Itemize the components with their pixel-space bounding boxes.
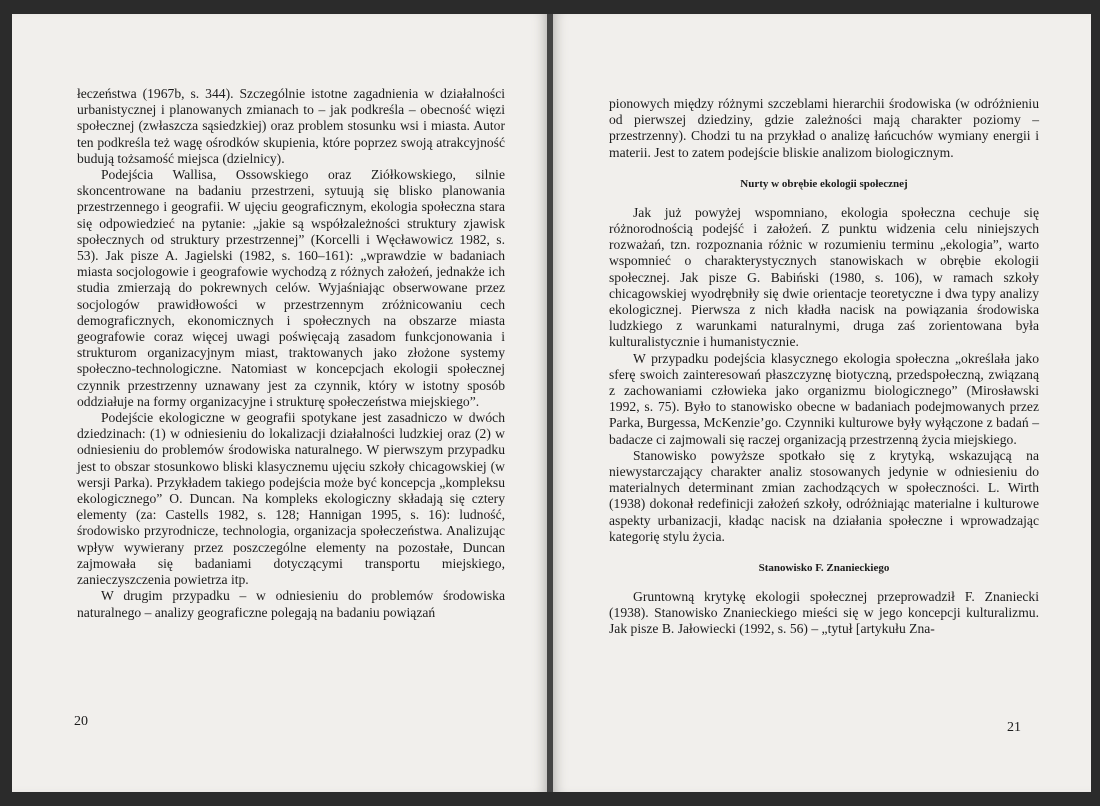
paragraph: pionowych między różnymi szczeblami hierarchii środowiska (w odróżnieniu od pierwszej dziedziny, gdzie zależności mają charakter poziomy – przestrzenny). Chodzi tu na przykład o analizę łańcuchów wymiany energii i materii. Jest to zatem podejście bliskie analizom biologicznym. — [609, 96, 1039, 160]
right-page — [553, 14, 1091, 792]
paragraph: Podejścia Wallisa, Ossowskiego oraz Ziółkowskiego, silnie skoncentrowane na badaniu przestrzeni, sytuują się blisko planowania przestrzennego i geografii. W ujęciu geograficznym, ekologia społeczna stara się odpowiedzieć na pytanie: „jakie są współzależności struktury zjawisk społecznych od struktury przestrzennej” (Korcelli i Węcławowicz 1982, s. 53). Jak pisze A. Jagielski (1982, s. 160–161): „wprawdzie w badaniach miasta socjologowie i geografowie wychodzą z różnych założeń, jednakże ich studia zmierzają do pokrewnych celów. Wyjaśniając obserwowane przez socjologów prawidłowości w przestrzennym zróżnicowaniu cech demograficznych, ekonomicznych i społecznych na obszarze miasta geografowie coraz więcej uwagi poświęcają zasadom funkcjonowania i strukturom organizacyjnym miast, traktowanych jako złożone systemy społeczno-technologiczne. Natomiast w koncepcjach ekologii społecznej czynnik przestrzenny uznawany jest za czynnik, który w istotny sposób oddziałuje na formy organizacyjne i strukturę społeczeństwa miejskiego”. — [77, 167, 505, 409]
left-page — [12, 14, 547, 792]
page-number: 21 — [1007, 720, 1021, 735]
right-page-body — [609, 96, 1039, 638]
paragraph: W drugim przypadku – w odniesieniu do problemów środowiska naturalnego – analizy geograficzne polegają na badaniu powiązań — [77, 588, 505, 620]
paragraph: Gruntowną krytykę ekologii społecznej przeprowadził F. Znaniecki (1938). Stanowisko Znanieckiego mieści się w jego koncepcji kulturalizmu. Jak pisze B. Jałowiecki (1992, s. 56) – „tytuł [artykułu Zna- — [609, 589, 1039, 637]
section-heading: Nurty w obrębie ekologii społecznej — [740, 177, 908, 190]
paragraph: Podejście ekologiczne w geografii spotykane jest zasadniczo w dwóch dziedzinach: (1) w odniesieniu do lokalizacji działalności ludzkiej oraz (2) w odniesieniu do problemów środowiska naturalnego. W pierwszym przypadku jest to obszar stosunkowo bliski klasycznemu ujęciu szkoły chicagowskiej (w wersji Parka). Przykładem takiego podejścia może być koncepcja „kompleksu ekologicznego” O. Duncan. Na kompleks ekologiczny składają się cztery elementy (za: Castells 1982, s. 128; Hannigan 1995, s. 16): ludność, środowisko przyrodnicze, technologia, organizacja społeczeństwa. Analizując wpływ wywierany przez poszczególne elementy na pozostałe, Duncan zajmowała się badaniami dotyczącymi transportu miejskiego, zanieczyszczenia powietrza itp. — [77, 410, 505, 588]
page-number: 20 — [74, 714, 88, 729]
left-page-body — [77, 86, 505, 621]
paragraph: W przypadku podejścia klasycznego ekologia społeczna „określała jako sferę swoich zainteresowań płaszczyznę biotyczną, przedspołeczną, związaną z zachowaniami człowieka jako organizmu biologicznego” (Mirosławski 1992, s. 75). Było to stanowisko obecne w badaniach podejmowanych przez Parka, Burgessa, McKenzie’go. Czynniki kulturowe były wyłączone z badań – badacze ci zajmowali się raczej organizacją przestrzenną życia miejskiego. — [609, 350, 1039, 447]
paragraph: Jak już powyżej wspomniano, ekologia społeczna cechuje się różnorodnością podejść i założeń. Z punktu widzenia celu niniejszych rozważań, tzn. rozpoznania różnic w rozumieniu terminu „ekologia”, warto wspomnieć o charakterystycznych stanowiskach w obrębie ekologii społecznej. Jak pisze G. Babiński (1980, s. 106), w ramach szkoły chicagowskiej wyodrębniły się dwie orientacje teoretyczne i dwa typy analizy ekologicznej. Pierwsza z nich kładła nacisk na powiązania środowiska ludzkiego z warunkami naturalnymi, druga zaś zorientowana była kulturalistycznie i humanistycznie. — [609, 204, 1039, 350]
paragraph: Stanowisko powyższe spotkało się z krytyką, wskazującą na niewystarczający charakter analiz stosowanych jedynie w odniesieniu do materialnych determinant zmian zachodzących w społeczności. L. Wirth (1938) dokonał redefinicji założeń szkoły, odróżniając materialne i kulturowe aspekty urbanizacji, kładąc nacisk na działania społeczne i wprowadzając kategorię stylu życia. — [609, 447, 1039, 544]
paragraph: łeczeństwa (1967b, s. 344). Szczególnie istotne zagadnienia w działalności urbanistycznej i planowanych zmianach to – jak podkreśla – obecność więzi społecznej (zwłaszcza sąsiedzkiej) oraz problem stosunku wsi i miasta. Autor ten podkreśla też wagę ośrodków skupienia, które poprzez swoją atrakcyjność budują tożsamość miejsca (dzielnicy). — [77, 86, 505, 166]
section-heading: Stanowisko F. Znanieckiego — [758, 562, 890, 575]
